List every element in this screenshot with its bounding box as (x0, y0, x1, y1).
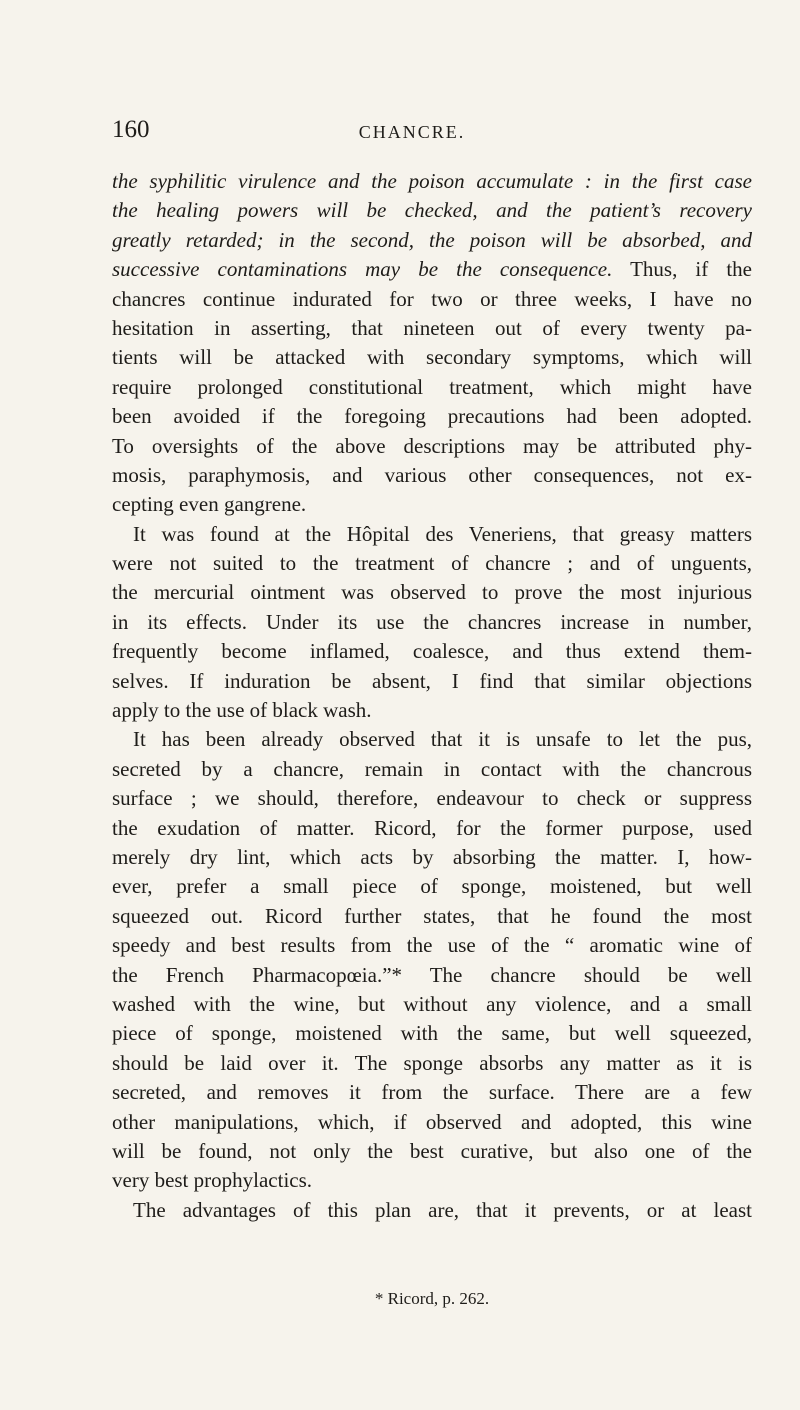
text-line: secreted, and removes it from the surface. There are a few (112, 1080, 752, 1105)
text-line: washed with the wine, but without any violence, and a small (112, 991, 752, 1016)
text-line: ever, prefer a small piece of sponge, moistened, but well (112, 874, 752, 899)
text-line: To oversights of the above descriptions may be attributed phy- (112, 433, 752, 458)
text-line: The advantages of this plan are, that it prevents, or at least (133, 1197, 752, 1222)
text-line: selves. If induration be absent, I find that similar objections (112, 668, 752, 693)
text-line: been avoided if the foregoing precautions had been adopted. (112, 404, 752, 429)
text-line: were not suited to the treatment of chancre ; and of unguents, (112, 551, 752, 576)
text-line: surface ; we should, therefore, endeavour to check or suppress (112, 786, 752, 811)
text-line: speedy and best results from the use of the “ aromatic wine of (112, 933, 752, 958)
page-number: 160 (112, 116, 150, 143)
text-line: the healing powers will be checked, and the patient’s recovery (112, 198, 752, 223)
text-line: require prolonged constitutional treatment, which might have (112, 374, 752, 399)
text-line: squeezed out. Ricord further states, that he found the most (112, 903, 752, 928)
text-line: chancres continue indurated for two or three weeks, I have no (112, 286, 752, 311)
text-line: the mercurial ointment was observed to prove the most injurious (112, 580, 752, 605)
text-line: other manipulations, which, if observed and adopted, this wine (112, 1109, 752, 1134)
text-line: will be found, not only the best curative, but also one of the (112, 1138, 752, 1163)
body-text (112, 167, 752, 1225)
text-line: apply to the use of black wash. (112, 698, 372, 723)
text-line: frequently become inflamed, coalesce, and thus extend them- (112, 639, 752, 664)
text-line-roman-part: Thus, if the (612, 257, 752, 282)
text-line: piece of sponge, moistened with the same, but well squeezed, (112, 1021, 752, 1046)
text-line: secreted by a chancre, remain in contact with the chancrous (112, 756, 752, 781)
text-line: It was found at the Hôpital des Veneriens, that greasy matters (133, 521, 752, 546)
text-line: hesitation in asserting, that nineteen out of every twenty pa- (112, 315, 752, 340)
text-line: very best prophylactics. (112, 1168, 313, 1193)
text-line: tients will be attacked with secondary symptoms, which will (112, 345, 752, 370)
text-line: merely dry lint, which acts by absorbing the matter. I, how- (112, 844, 752, 869)
text-line: cepting even gangrene. (112, 492, 307, 517)
running-head: CHANCRE. (358, 122, 466, 142)
text-line: should be laid over it. The sponge absorbs any matter as it is (112, 1050, 752, 1075)
text-line: the French Pharmacopœia.”* The chancre should be well (112, 962, 752, 987)
text-line: the exudation of matter. Ricord, for the former purpose, used (112, 815, 752, 840)
text-line (112, 255, 752, 284)
footnote: * Ricord, p. 262. (374, 1289, 490, 1308)
text-line: in its effects. Under its use the chancres increase in number, (112, 609, 752, 634)
text-line: greatly retarded; in the second, the poison will be absorbed, and (112, 227, 752, 252)
text-line: the syphilitic virulence and the poison accumulate : in the first case (112, 169, 752, 193)
page-header (112, 112, 752, 148)
text-line-italic-part: successive contaminations may be the consequence. (112, 257, 613, 282)
text-line: mosis, paraphymosis, and various other consequences, not ex- (112, 462, 752, 487)
text-line: It has been already observed that it is unsafe to let the pus, (133, 727, 752, 752)
